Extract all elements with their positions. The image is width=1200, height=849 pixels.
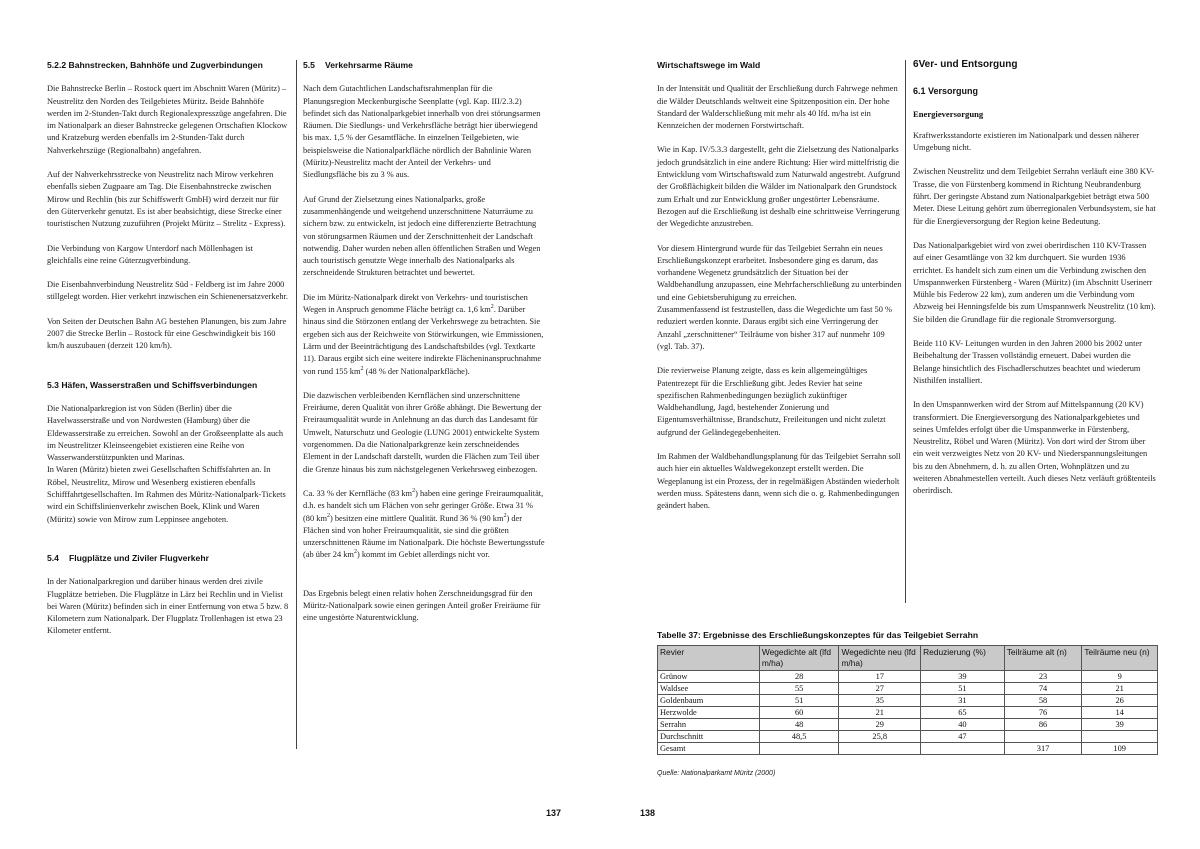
heading-number: 5.5 [303,60,315,70]
table-cell-revier: Grünow [658,671,760,683]
table-cell: 27 [839,683,921,695]
table-cell: 65 [921,707,1005,719]
table-source: Quelle: Nationalparkamt Müritz (2000) [657,770,776,777]
paragraph: Die dazwischen verbleibenden Kernflächen sind unzerschnittene Freiräume, deren Qualität von ihrer Größe abhängt. Die Bewertung der Freiraumqualität wurde in Anlehnung an das durch das Landesamt für Umwelt, Naturschutz und Geologie (LUNG 2001) entwickelte System vorgenommen. Da die Nationalparkgrenze kein zerschneidendes Element in der Landschaft darstellt, wurden die Flächen zum Teil über die Grenze hinaus bis zum nächstgelegenen Verkehrsweg einbezogen. [303,390,542,474]
table-cell: 9 [1082,671,1158,683]
table-cell: 86 [1004,719,1082,731]
heading-energieversorgung: Energieversorgung [913,108,984,119]
heading-number: 6 [913,59,919,70]
table-cell [839,743,921,755]
superscript: 2 [412,488,416,495]
text-run: Die im Müritz-Nationalpark direkt von Verkehrs- und touristischen Wegen in Anspruch genomme Fläche beträgt ca. 1,6 km [303,292,528,315]
text-run: (48 % der Nationalparkfläche). [363,366,470,376]
heading-number: 5.4 [47,552,59,563]
table-cell: 21 [1082,683,1158,695]
table-title: Tabelle 37: Ergebnisse des Erschließungskonzeptes für das Teilgebiet Serrahn [657,630,979,640]
table-cell [1082,731,1158,743]
table-cell: 35 [839,695,921,707]
table-cell: 51 [759,695,839,707]
results-table [657,645,1158,755]
paragraph: Auf der Nahverkehrsstrecke von Neustrelitz nach Mirow verkehren ebenfalls sieben Zugpaare am Tag. Die Eisenbahnstrecke zwischen Mirow und Rechlin (bis zur Schiffswerft GmbH) wird derzeit nur für den Güterverkehr genutzt. Es ist aber beabsichtigt, diese Strecke einer touristischen Nutzung zuzuführen (Projekt Müritz – Strelitz - Express). [47,170,286,229]
heading-text: Flugplätze und Ziviler Flugverkehr [69,552,209,563]
table-cell: 26 [1082,695,1158,707]
page-number-right: 138 [640,808,656,818]
column-header: Teilräume neu (n) [1082,646,1158,671]
paragraph: Die revierweise Planung zeigte, dass es kein allgemeingültiges Patentrezept für die Erschließung gibt. Jedes Revier hat seine spezifischen Rahmenbedingungen bezüglich zukünftiger Waldbehandlung, Jagd, bestehender Zonierung und Eigentumsverhältnisse, Brandschutz, Freileitungen und nicht zuletzt aufgrund der Geländegegebenheiten. [657,366,886,437]
paragraph: Wie in Kap. IV/5.3.3 dargestellt, geht die Zielsetzung des Nationalparks jedoch grundsätzlich in eine andere Richtung: Hier wird mittelfristig die Entwicklung vom Wirtschaftswald zum Naturwald angestrebt. Aufgrund der Großflächigkeit bilden die Wälder im Nationalpark den Grundstock zum Erhalt und zur Entwicklung großer ungestörter Lebensräume. Bezogen auf die Erschließung ist deshalb eine schrittweise Verringerung der Wegedichte anzustreben. [657,145,901,229]
table-cell-revier: Serrahn [658,719,760,731]
table-cell: 60 [759,707,839,719]
table-cell: 48,5 [759,731,839,743]
paragraph: Die Verbindung von Kargow Unterdorf nach Möllenhagen ist gleichfalls eine reine Güterzugverbindung. [47,243,253,265]
paragraph: Das Nationalparkgebiet wird von zwei oberirdischen 110 KV-Trassen auf einer Gesamtlänge von 32 km durchquert. Sie wurden 1936 errichtet. Es handelt sich zum einen um die Verbindung zwischen den Umspannwerken Fürstenberg - Waren (Müritz) (im Abschnitt Userinerr Mühle bis Federow 22 km), zum anderen um die Verbindung vom Abzweig bei Henningsfelde bis zum Umspannwerk Neustrelitz (10 km). Sie bilden die Grundlage für die regionale Stromversorgung. [913,240,1156,324]
table-cell: 47 [921,731,1005,743]
table-cell: 39 [921,671,1005,683]
column-divider-right-page [905,60,906,603]
table-cell: 39 [1082,719,1158,731]
heading-5-5 [303,59,546,71]
heading-6 [913,59,1156,71]
table-cell [759,743,839,755]
paragraph: In der Intensität und Qualität der Erschließung durch Fahrwege nehmen die Wälder Deutschlands weltweit eine Spitzenposition ein. Der hohe Standard der Walderschließung mit mehr als 40 lfd. m/ha ist ein Kennzeichen der modernen Forstwirtschaft. [657,84,898,131]
column-header: Reduzierung (%) [921,646,1005,671]
heading-wirtschaftswege: Wirtschaftswege im Wald [657,60,761,70]
table-cell: 17 [839,671,921,683]
right-page-column-2 [913,59,1156,510]
table-cell-revier: Waldsee [658,683,760,695]
table-row [658,743,1158,755]
column-header: Teilräume alt (n) [1004,646,1082,671]
table-cell: 51 [921,683,1005,695]
left-page-column-1 [47,59,289,650]
heading-5-3: 5.3 Häfen, Wasserstraßen und Schiffsverbindungen [47,379,258,390]
heading-5-2-2: 5.2.2 Bahnstrecken, Bahnhöfe und Zugverbindungen [47,60,263,70]
table-cell: 109 [1082,743,1158,755]
table-header-row [658,646,1158,671]
superscript: 2 [353,549,357,556]
table-row [658,671,1158,683]
table-cell-revier: Durchschnitt [658,731,760,743]
paragraph-freiraum [303,488,546,562]
superscript: 2 [326,512,330,519]
heading-text: Verkehrsarme Räume [325,60,413,70]
table-cell: 55 [759,683,839,695]
column-header: Wegedichte neu (lfd m/ha) [839,646,921,671]
table-row [658,731,1158,743]
paragraph: Die Bahnstrecke Berlin – Rostock quert im Abschnitt Waren (Müritz) – Neustrelitz den Norden des Teilgebietes Müritz. Beide Bahnhöfe werden im 2-Stunden-Takt durch Regionalexpresszüge angefahren. Die im Nationalpark an dieser Bahnstrecke gelegenen Ortschaften Klockow und Kratzeburg werden ebenfalls im 2-Stunden-Takt durch Nahverkehrszüge (Regionalbahn) angefahren. [47,84,288,155]
table-cell: 23 [1004,671,1082,683]
superscript: 2 [503,512,507,519]
table-cell: 40 [921,719,1005,731]
page-number-left: 137 [546,808,562,818]
table-cell-revier: Goldenbaum [658,695,760,707]
table-cell [1004,731,1082,743]
paragraph: Kraftwerksstandorte existieren im Nationalpark und dessen näherer Umgebung nicht. [913,130,1140,153]
text-run: ) besitzen eine mittlere Qualität. Rund 36 % (90 km [329,513,504,523]
superscript: 2 [360,365,364,372]
paragraph-area-figures [303,292,546,378]
table-cell [921,743,1005,755]
table-cell: 74 [1004,683,1082,695]
column-divider-left-page [296,60,297,749]
text-run: Ca. 33 % der Kernfläche (83 km [303,488,413,498]
paragraph: Die Eisenbahnverbindung Neustrelitz Süd - Feldberg ist im Jahre 2000 stillgelegt worden. Hier verkehrt inzwischen ein Schienenersatzverkehr. [47,280,288,302]
table-cell: 58 [1004,695,1082,707]
table-cell: 14 [1082,707,1158,719]
paragraph: Das Ergebnis belegt einen relativ hohen Zerschneidungsgrad für den Müritz-Nationalpark sowie einen geringen Anteil großer Freiräume für eine ungestörte Naturentwicklung. [303,588,541,623]
paragraph: Vor diesem Hintergrund wurde für das Teilgebiet Serrahn ein neues Erschließungskonzept erarbeitet. Insbesondere ging es darum, das vorhandene Wegenetz grundsätzlich der Situation bei der Waldbehandlung anzupassen, eine Mehrfacherschließung zu unterbinden und eine Gebietsberuhigung zu erreichen. [657,243,902,302]
heading-text: Ver- und Entsorgung [918,59,1018,70]
paragraph: Zwischen Neustrelitz und dem Teilgebiet Serrahn verläuft eine 380 KV-Trasse, die von Fürstenberg kommend in Richtung Neubrandenburg führt. Der geringste Abstand zum Nationalparkgebiet beträgt etwa 500 Meter. Diese Leitung gehört zum überregionalen Verbundsystem, sie hat für die Energieversorgung der Region keine Bedeutung. [913,167,1156,226]
text-run: ) der Flächen sind von hoher Freiraumqualität, sie sind die größten unzerschnittenen Räume im Nationalpark. Die höchste Bewertungsstufe (ab über 24 km [303,513,545,560]
paragraph: In der Nationalparkregion und darüber hinaus werden drei zivile Flugplätze betrieben. Die Flugplätze in Lärz bei Rechlin und in Vielist bei Waren (Müritz) befinden sich in einer Entfernung von etwa 5 bzw. 8 Kilometern zum Nationalpark. Der Flugplatz Trollenhagen ist etwa 23 Kilometer entfernt. [47,577,289,636]
table-cell: 317 [1004,743,1082,755]
table-cell-revier: Herzwolde [658,707,760,719]
left-page-column-2 [303,59,546,637]
heading-6-1: 6.1 Versorgung [913,86,979,97]
text-run: ) haben eine geringe Freiraumqualität, d.h. es handelt sich um Flächen von sehr geringer Größe. Etwa 31 % (80 km [303,488,544,523]
paragraph: Nach dem Gutachtlichen Landschaftsrahmenplan für die Planungsregion Meckenburgische Seenplatte (vgl. Kap. III/2.3.2) befindet sich das Nationalparkgebiet innerhalb von drei störungsarmen Räumen. Die Siedlungs- und Verkehrsfläche beträgt hier überwiegend bis max. 1,5 % der Gesamtfläche. In einzelnen Teilgebieten, wie beispielsweise die Nationalparkfläche nördlich der Bahnlinie Waren (Müritz)-Neustrelitz macht der Anteil der Verkehrs- und Siedlungsfläche bis zu 3 % aus. [303,84,541,180]
paragraph: Zusammenfassend ist festzustellen, dass die Wegedichte um fast 50 % reduziert werden konnte. Daraus ergibt sich eine Verringerung der Anzahl „zerschnittener“ Teilräume von bisher 317 auf nunmehr 109 (vgl. Tab. 37). [657,305,893,351]
column-header: Wegedichte alt (lfd m/ha) [759,646,839,671]
heading-5-4 [47,552,289,564]
table-cell: 21 [839,707,921,719]
column-header: Revier [658,646,760,671]
table-row [658,719,1158,731]
table-cell: 76 [1004,707,1082,719]
right-page-column-1 [657,59,902,525]
table-row [658,707,1158,719]
text-run: ) kommt im Gebiet allerdings nicht vor. [356,550,490,560]
paragraph: Im Rahmen der Waldbehandlungsplanung für das Teilgebiet Serrahn soll auch hier ein aktuelles Waldwegekonzept erstellt werden. Die Wegeplanung ist ein Prozess, der in regelmäßigen Abständen wiederholt werden muss. Spätestens dann, wenn sich die o. g. Rahmenbedingungen geändert haben. [657,452,901,511]
table-row [658,695,1158,707]
table-cell: 28 [759,671,839,683]
table-cell: 31 [921,695,1005,707]
text-run: . Darüber hinaus sind die Störzonen entlang der Verkehrswege zu betrachten. Sie ergeben sich aus der Reichweite von Störwirkungen, wie Emmissionen, Lärm und der Beeinträchtigung des Landschaftsbildes (vgl. Textkarte 11). Daraus ergibt sich eine weitere indirekte Flächeninanspruchnahme von rund 155 km [303,305,544,376]
paragraph: In den Umspannwerken wird der Strom auf Mittelspannung (20 KV) transformiert. Die Energieversorgung des Nationalparkgebietes und seines Umfeldes erfolgt über die Umspannwerke in Fürstenberg, Neustrelitz, Röbel und Waren (Müritz). Von dort wird der Strom über ein weit verzweigtes Netz von 20 KV- und Niederspannungsleitungen bis zu den Abnehmern, d. h. zu allen Orten, Wohnplätzen und zu weiteren Abnahmestellen verteilt. Auch dieses Netz verläuft größtenteils oberirdisch. [913,400,1156,496]
superscript: 2 [490,304,494,311]
table-cell: 29 [839,719,921,731]
paragraph: Die Nationalparkregion ist von Süden (Berlin) über die Havelwasserstraße und von Nordwesten (Hamburg) über die Eldewasserstraße zu erreichen. Sowohl an der Großseenplatte als auch im Neustrelitzer Kleinseengebiet existieren eine Reihe von Wasserwanderstützpunkten und Marinas. [47,403,284,463]
table-cell: 25,8 [839,731,921,743]
paragraph: Von Seiten der Deutschen Bahn AG bestehen Planungen, bis zum Jahre 2007 die Strecke Berlin – Rostock für eine Geschwindigkeit bis 160 km/h auszubauen (derzeit 120 km/h). [47,316,287,351]
paragraph: In Waren (Müritz) bieten zwei Gesellschaften Schiffsfahrten an. In Röbel, Neustrelitz, Mirow und Wesenberg existieren ebenfalls Schifffahrtgesellschaften. Im Rahmen des Müritz-Nationalpark-Tickets wird ein Schiffslinienverkehr zwischen Boek, Klink und Waren (Müritz) sowie von Mirow zum Leppinsee angeboten. [47,465,286,524]
table-cell-revier: Gesamt [658,743,760,755]
paragraph: Auf Grund der Zielsetzung eines Nationalparks, große zusammenhängende und weitgehend unzerschnittene Naturräume zu sichern bzw. zu entwickeln, ist jedoch eine differenzierte Betrachtung von störungsarmen Räumen und der Zerschnittenheit der Landschaft notwendig. Daher wurden neben allen öffentlichen Straßen und Wegen auch touristisch genutzte Wege innerhalb des Nationalparks als zerschneidende Strukturen betrachtet und bewertet. [303,194,541,278]
table-cell: 48 [759,719,839,731]
paragraph: Beide 110 KV- Leitungen wurden in den Jahren 2000 bis 2002 unter Beibehaltung der Trassen vollständig erneuert. Dabei wurden die Belange hinsichtlich des Fischadlerschutzes beachtet und wiederum Nisthilfen installiert. [913,339,1142,385]
table-row [658,683,1158,695]
